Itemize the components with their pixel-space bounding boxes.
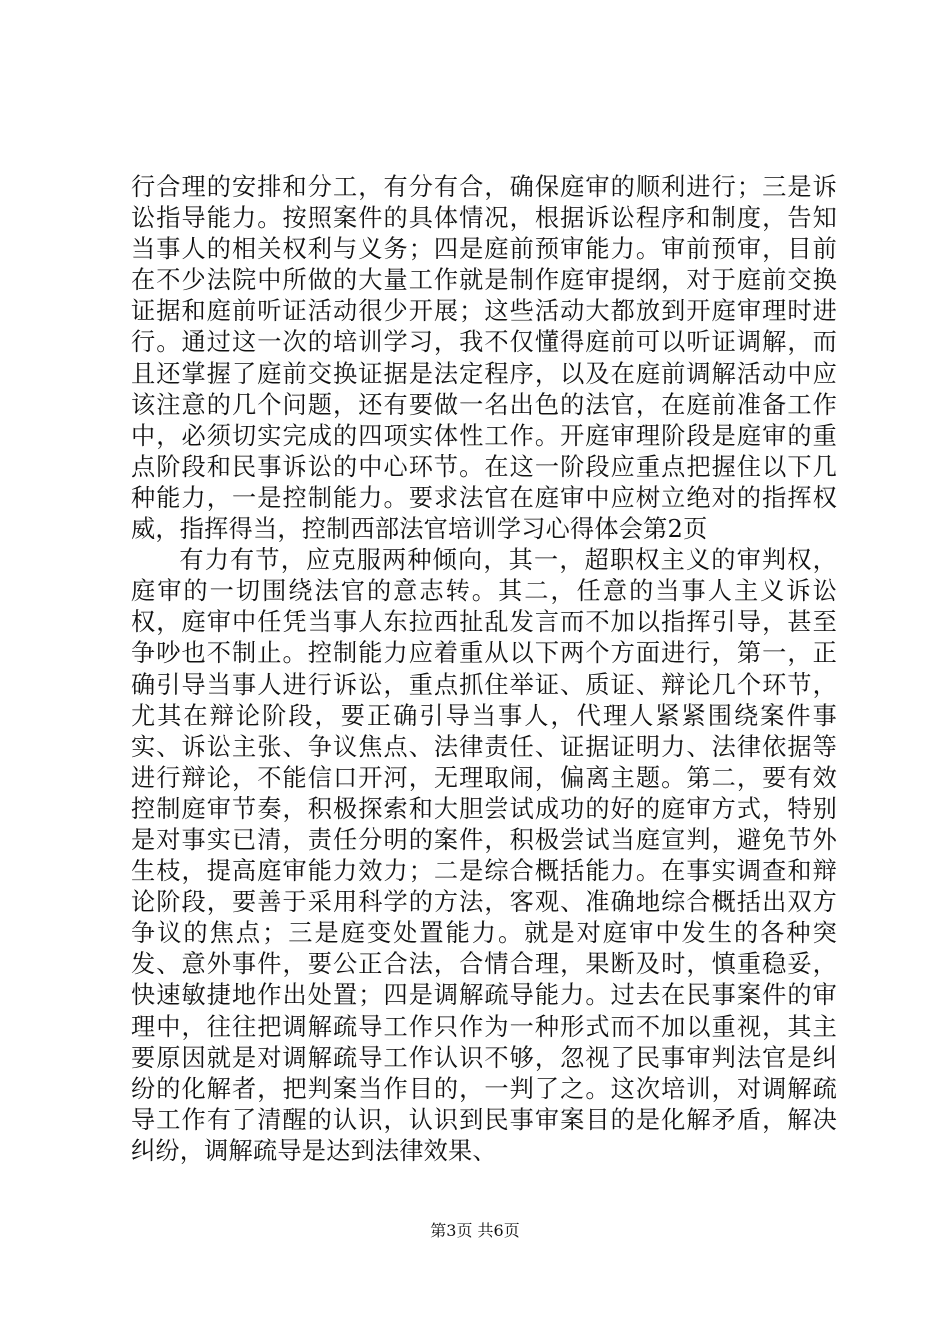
page-footer: 第3页 共6页 <box>430 1221 520 1240</box>
paragraph-2: 有力有节，应克服两种倾向，其一，超职权主义的审判权，庭审的一切围绕法官的意志转。其二，任意的当事人主义诉讼权，庭审中任凭当事人东拉西扯乱发言而不加以指挥引导，甚至争吵也不制止。控制能力应着重从以下两个方面进行，第一，正确引导当事人进行诉讼，重点抓住举证、质证、辩论几个环节，尤其在辩论阶段，要正确引导当事人，代理人紧紧围绕案件事实、诉讼主张、争议焦点、法律责任、证据证明力、法律依据等进行辩论，不能信口开河，无理取闹，偏离主题。第二，要有效控制庭审节奏，积极探索和大胆尝试成功的好的庭审方式，特别是对事实已清，责任分明的案件，积极尝试当庭宣判，避免节外生枝，提高庭审能力效力；二是综合概括能力。在事实调查和辩论阶段，要善于采用科学的方法，客观、准确地综合概括出双方争议的焦点；三是庭变处置能力。就是对庭审中发生的各种突发、意外事件，要公正合法，合情合理，果断及时，慎重稳妥，快速敏捷地作出处置；四是调解疏导能力。过去在民事案件的审理中，往往把调解疏导工作只作为一种形式而不加以重视，其主要原因就是对调解疏导工作认识不够，忽视了民事审判法官是纠纷的化解者，把判案当作目的，一判了之。这次培训，对调解疏导工作有了清醒的认识，认识到民事审案目的是化解矛盾，解决纠纷，调解疏导是达到法律效果、 <box>131 546 837 1165</box>
paragraph-1: 行合理的安排和分工，有分有合，确保庭审的顺利进行；三是诉讼指导能力。按照案件的具体情况，根据诉讼程序和制度，告知当事人的相关权利与义务；四是庭前预审能力。审前预审，目前在不少法院中所做的大量工作就是制作庭审提纲，对于庭前交换证据和庭前听证活动很少开展；这些活动大都放到开庭审理时进行。通过这一次的培训学习，我不仅懂得庭前可以听证调解，而且还掌握了庭前交换证据是法定程序，以及在庭前调解活动中应该注意的几个问题，还有要做一名出色的法官，在庭前准备工作中，必须切实完成的四项实体性工作。开庭审理阶段是庭审的重点阶段和民事诉讼的中心环节。在这一阶段应重点把握住以下几种能力，一是控制能力。要求法官在庭审中应树立绝对的指挥权威，指挥得当，控制西部法官培训学习心得体会第2页 <box>131 173 837 544</box>
document-body <box>131 172 837 1167</box>
